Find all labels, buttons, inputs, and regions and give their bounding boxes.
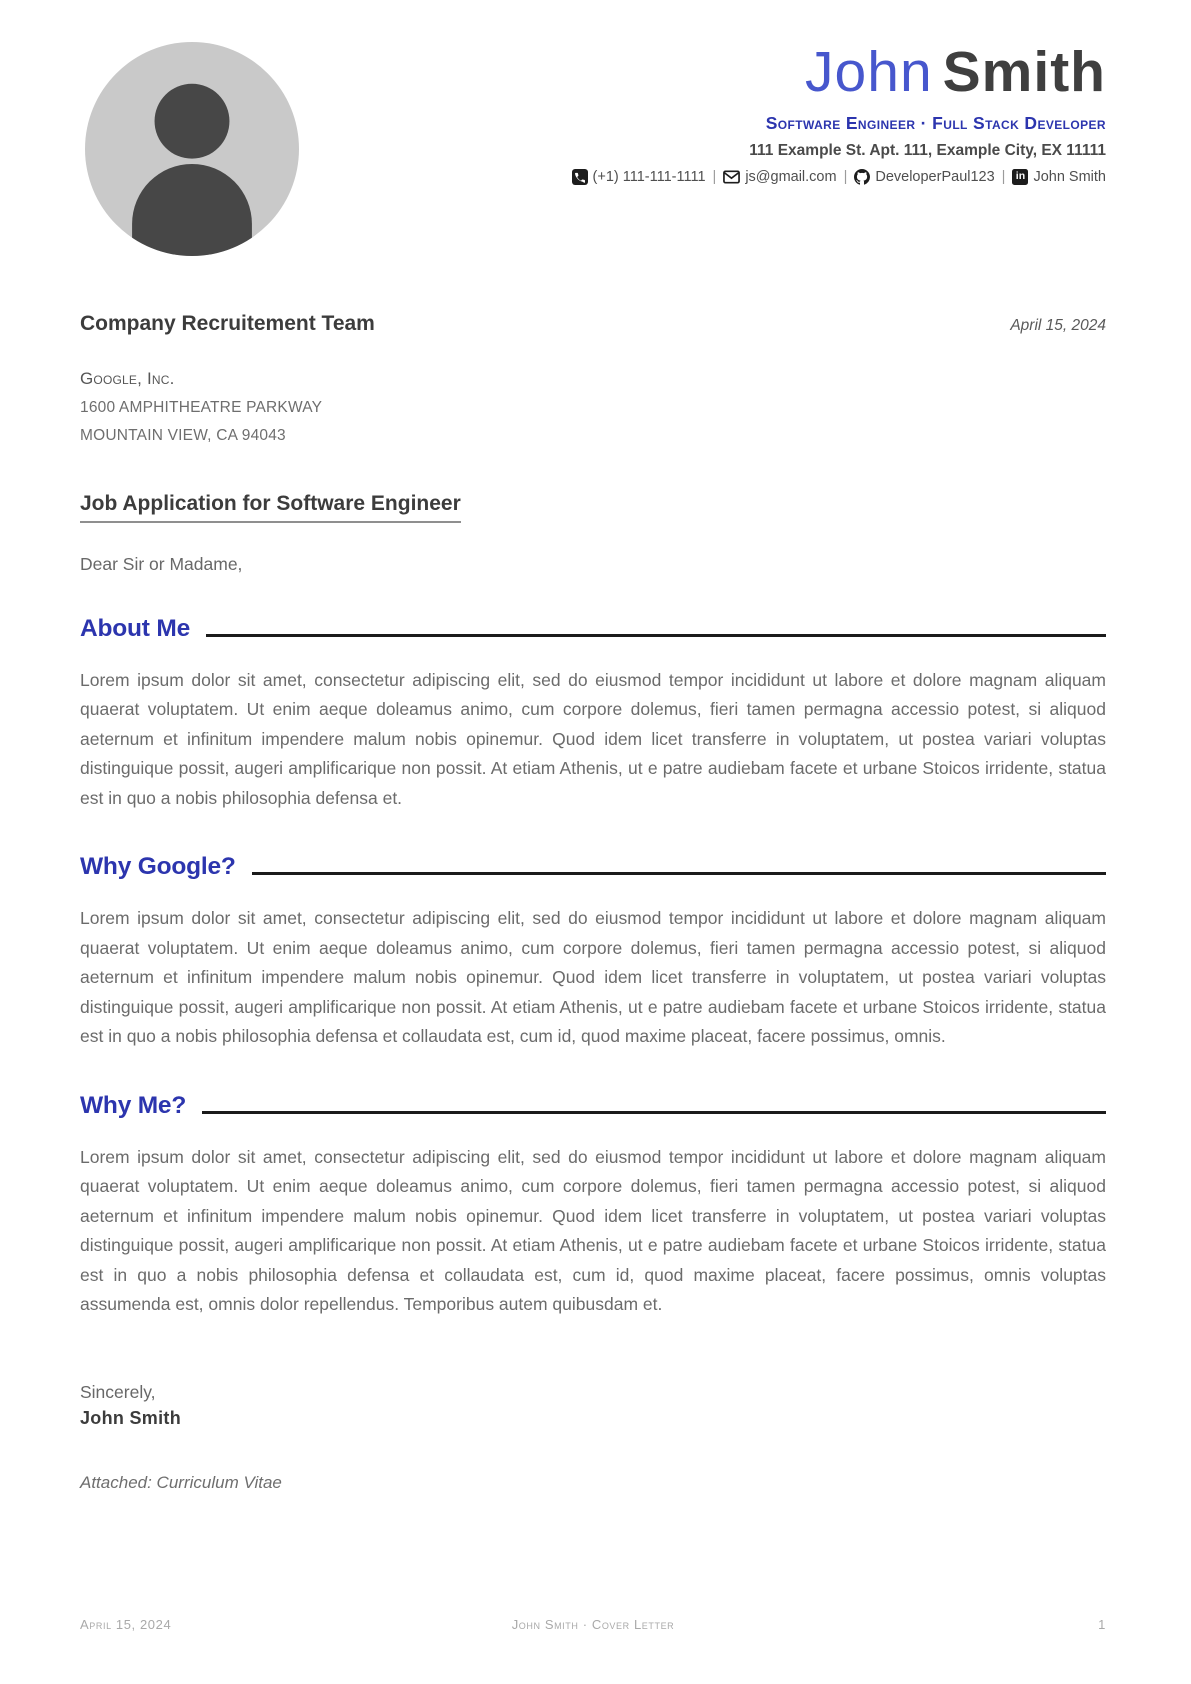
header	[80, 0, 1106, 262]
github-username: DeveloperPaul123	[875, 169, 995, 185]
recipient-address-line1: 1600 AMPHITHEATRE PARKWAY	[80, 399, 323, 416]
signature-name: John Smith	[80, 1407, 181, 1428]
section-heading-row	[80, 615, 1106, 643]
section-rule	[206, 634, 1106, 637]
separator: |	[843, 169, 848, 185]
section-rule	[252, 872, 1106, 875]
closing-word: Sincerely,	[80, 1381, 156, 1402]
section-paragraph: Lorem ipsum dolor sit amet, consectetur adipiscing elit, sed do eiusmod tempor incididunt ut labore et dolore magnam aliquam quaerat voluptatem. Ut enim aeque doleamus animo, cum corpore dolemus, fieri tamen permagna accessio potest, si aliquod aeternum et infinitum impendere malum nobis opinemur. Quod idem licet transferre in voluptatem, ut postea variari voluptas distinguique possit, augeri amplificarique non possit. At etiam Athenis, ut e patre audiebam facete et urbane Stoicos irridente, statua est in quo a nobis philosophia defensa et collaudata est, cum id, quod maxime placeat, facere possimus, omnis.	[80, 908, 1106, 1047]
job-tagline: Software Engineer · Full Stack Developer	[765, 113, 1106, 133]
section-rule	[202, 1111, 1106, 1114]
last-name: Smith	[942, 40, 1106, 104]
closing-block	[80, 1382, 1106, 1429]
section-heading-row	[80, 1092, 1106, 1120]
person-head-icon	[155, 84, 230, 159]
recipient-address-line2: MOUNTAIN VIEW, CA 94043	[80, 427, 286, 445]
email-address: js@gmail.com	[745, 169, 837, 185]
email-icon	[723, 170, 740, 184]
section-heading-row	[80, 853, 1106, 881]
salutation: Dear Sir or Madame,	[80, 553, 243, 574]
page-footer	[80, 1617, 1106, 1632]
linkedin-link[interactable]	[1012, 169, 1106, 185]
avatar	[85, 42, 299, 256]
linkedin-icon: in	[1012, 169, 1028, 185]
github-link[interactable]	[854, 169, 994, 185]
section-title: Why Google?	[80, 853, 236, 881]
section-about-me	[80, 615, 1106, 814]
recipient-block	[80, 312, 1106, 446]
separator: |	[712, 169, 717, 185]
first-name: John	[805, 40, 933, 104]
phone-icon	[572, 169, 588, 185]
recipient-title: Company Recruitement Team	[80, 312, 375, 335]
letter-subject: Job Application for Software Engineer	[80, 492, 461, 523]
recipient-company: Google, Inc.	[80, 369, 175, 388]
footer-page-number: 1	[1098, 1617, 1106, 1632]
email-link[interactable]	[723, 169, 836, 185]
linkedin-name: John Smith	[1033, 169, 1106, 185]
phone-link[interactable]	[572, 169, 706, 185]
attachment-note: Attached: Curriculum Vitae	[80, 1472, 282, 1492]
home-address: 111 Example St. Apt. 111, Example City, EX 11111	[749, 142, 1106, 159]
section-why-me	[80, 1092, 1106, 1320]
separator: |	[1001, 169, 1006, 185]
section-paragraph: Lorem ipsum dolor sit amet, consectetur adipiscing elit, sed do eiusmod tempor incididunt ut labore et dolore magnam aliquam quaerat voluptatem. Ut enim aeque doleamus animo, cum corpore dolemus, fieri tamen permagna accessio potest, si aliquod aeternum et infinitum impendere malum nobis opinemur. Quod idem licet transferre in voluptatem, ut postea variari voluptas distinguique possit, augeri amplificarique non possit. At etiam Athenis, ut e patre audiebam facete et urbane Stoicos irridente, statua est in quo a nobis philosophia defensa et.	[80, 669, 1106, 808]
footer-date: April 15, 2024	[80, 1617, 172, 1632]
section-why-google	[80, 853, 1106, 1052]
section-paragraph: Lorem ipsum dolor sit amet, consectetur adipiscing elit, sed do eiusmod tempor incididunt ut labore et dolore magnam aliquam quaerat voluptatem. Ut enim aeque doleamus animo, cum corpore dolemus, fieri tamen permagna accessio potest, si aliquod aeternum et infinitum impendere malum nobis opinemur. Quod idem licet transferre in voluptatem, ut postea variari voluptas distinguique possit, augeri amplificarique non possit. At etiam Athenis, ut e patre audiebam facete et urbane Stoicos irridente, statua est in quo a nobis philosophia defensa et collaudata est, cum id, quod maxime placeat, facere possimus, omnis voluptas assumenda est, omnis dolor repellendus. Temporibus autem quibusdam et.	[80, 1146, 1106, 1315]
letter-body	[80, 446, 1106, 1493]
phone-number: (+1) 111-111-1111	[592, 169, 706, 185]
recipient-title-row	[80, 312, 1106, 336]
github-icon	[854, 169, 870, 185]
section-title: Why Me?	[80, 1091, 187, 1119]
section-title: About Me	[80, 614, 190, 642]
letter-date: April 15, 2024	[1010, 317, 1106, 334]
footer-doc-title: John Smith · Cover Letter	[511, 1617, 675, 1632]
